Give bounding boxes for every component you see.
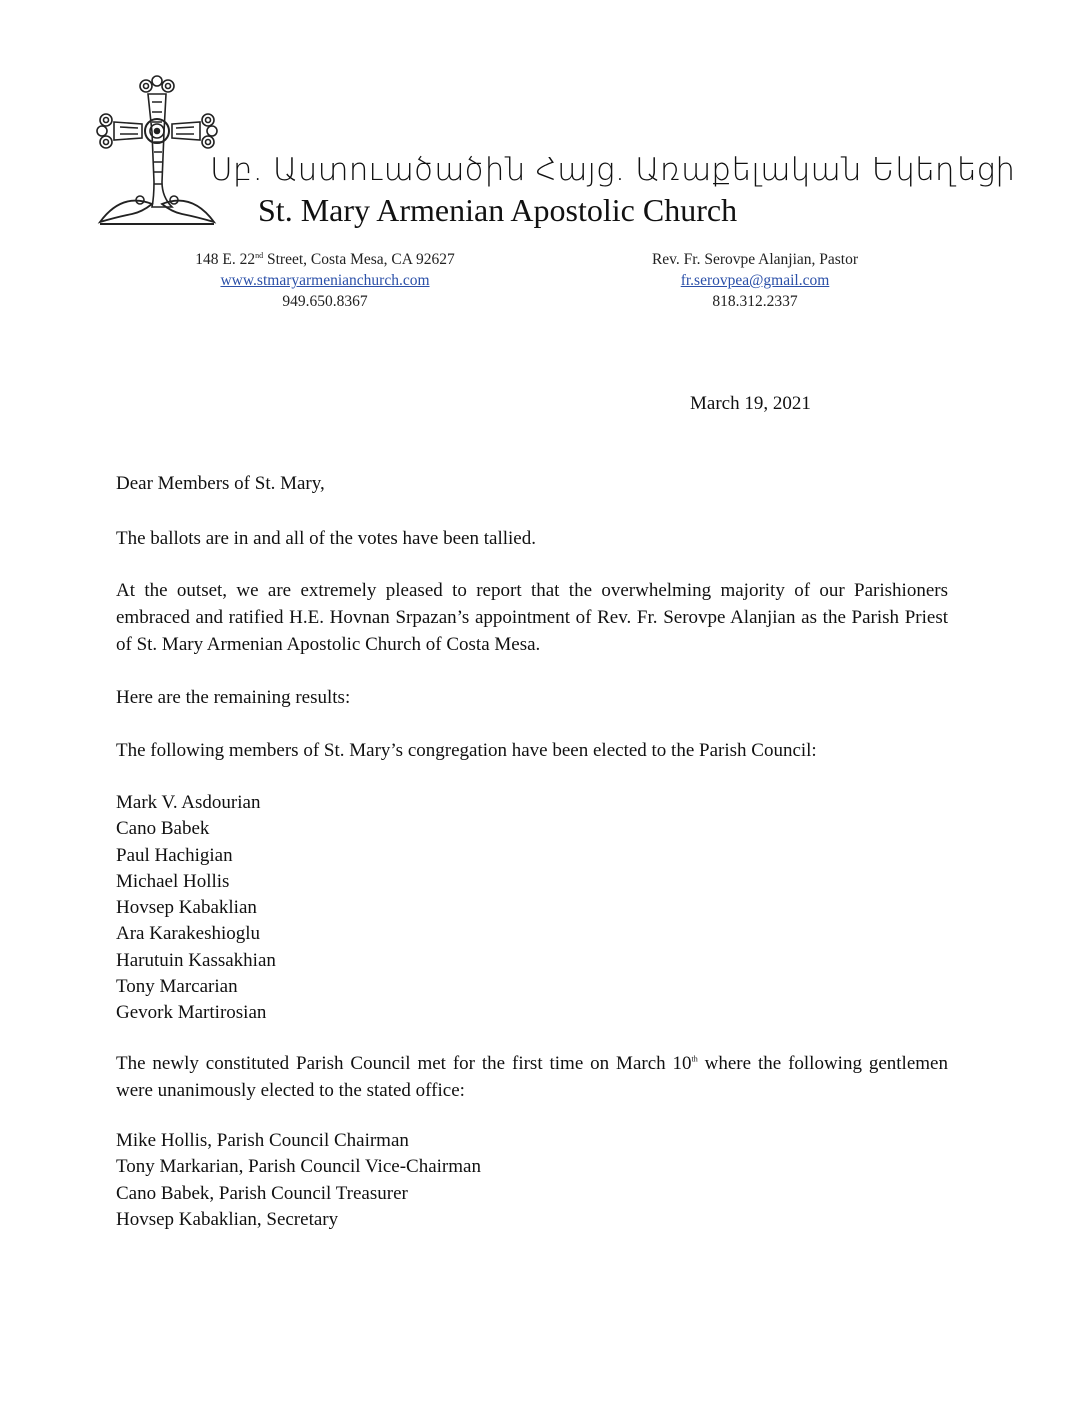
list-item: Hovsep Kabaklian, Secretary bbox=[116, 1208, 339, 1230]
list-item: Mike Hollis, Parish Council Chairman bbox=[116, 1130, 409, 1151]
paragraph-outset: At the outset, we are extremely pleased to report that the overwhelming majority of our Parishioners embraced and ratified H.E. Hovnan Srpazan’s appointment of Rev. Fr. Serovpe Alanjian as the Parish Priest of St. Mary Armenian Apostolic Church of Costa Mesa. bbox=[116, 580, 948, 655]
officers-list bbox=[116, 1128, 481, 1233]
paragraph-remaining: Here are the remaining results: bbox=[116, 687, 351, 708]
armenian-cross-icon bbox=[92, 72, 222, 232]
pastor-email-link[interactable]: fr.serovpea@gmail.com bbox=[680, 272, 830, 289]
pastor-name: Rev. Fr. Serovpe Alanjian, Pastor bbox=[651, 251, 859, 268]
church-address: 148 E. 22nd Street, Costa Mesa, CA 92627 bbox=[195, 250, 455, 268]
letter-date: March 19, 2021 bbox=[690, 393, 811, 414]
pastor-phone: 818.312.2337 bbox=[712, 293, 798, 310]
church-website-link[interactable]: www.stmaryarmenianchurch.com bbox=[220, 272, 430, 289]
list-item: Mark V. Asdourian bbox=[116, 792, 261, 813]
list-item: Harutuin Kassakhian bbox=[116, 949, 276, 971]
list-item: Ara Karakeshioglu bbox=[116, 923, 261, 945]
church-contact-block bbox=[150, 249, 500, 312]
pastor-contact-block bbox=[600, 249, 910, 312]
church-name-english: St. Mary Armenian Apostolic Church bbox=[258, 192, 738, 228]
paragraph-ballots: The ballots are in and all of the votes have been tallied. bbox=[116, 528, 536, 549]
paragraph-following: The following members of St. Mary’s congregation have been elected to the Parish Council: bbox=[116, 740, 817, 761]
list-item: Tony Marcarian bbox=[116, 976, 238, 998]
list-item: Gevork Martirosian bbox=[116, 1002, 267, 1024]
list-item: Cano Babek bbox=[116, 818, 210, 840]
list-item: Cano Babek, Parish Council Treasurer bbox=[116, 1182, 408, 1204]
list-item: Hovsep Kabaklian bbox=[116, 897, 257, 919]
list-item: Tony Markarian, Parish Council Vice-Chairman bbox=[116, 1156, 481, 1178]
list-item: Michael Hollis bbox=[116, 870, 230, 892]
church-name-armenian: Սբ. Աստուածածին Հայց. Առաքելական Եկեղեցի bbox=[210, 152, 1016, 188]
salutation: Dear Members of St. Mary, bbox=[116, 473, 325, 494]
church-phone: 949.650.8367 bbox=[282, 293, 368, 310]
list-item: Paul Hachigian bbox=[116, 844, 233, 866]
paragraph-newly-constituted: The newly constituted Parish Council met for the first time on March 10th where the following gentlemen were unanimously elected to the stated office: bbox=[116, 1053, 948, 1101]
council-members-list bbox=[116, 790, 276, 1027]
